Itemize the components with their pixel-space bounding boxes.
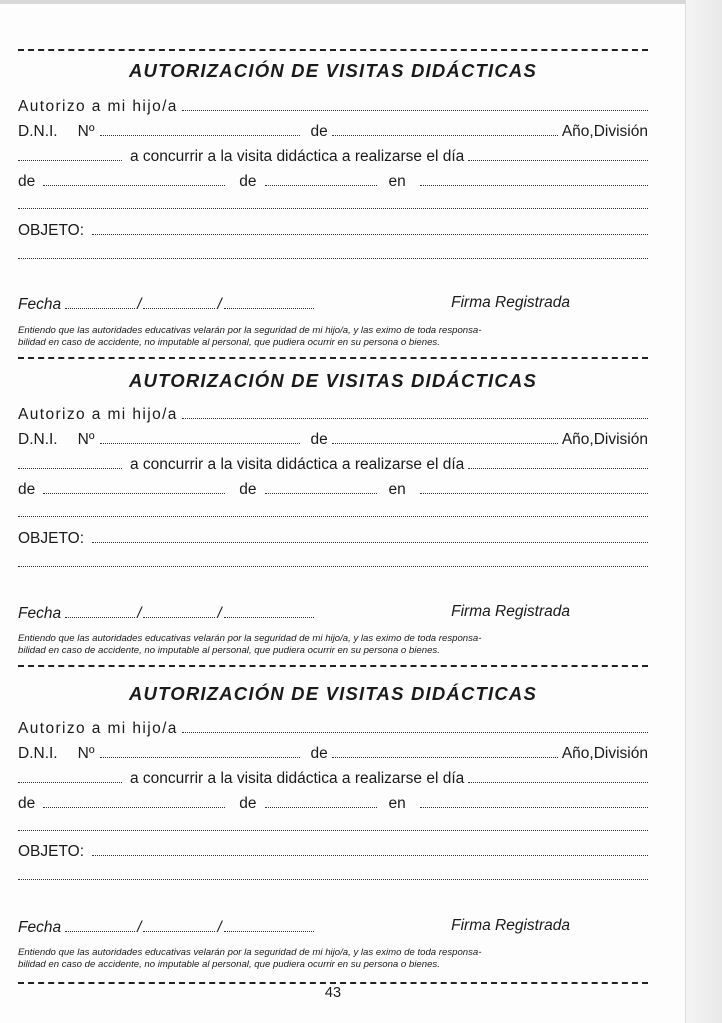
visit-day-field[interactable] [468,146,648,161]
date-slash: / [137,296,142,313]
de-label-3: de [239,481,257,498]
fecha-month-field[interactable] [143,294,215,309]
row-signature [18,294,648,316]
fecha-label: Fecha [18,919,62,936]
row-concurrir [18,768,648,790]
row-objeto [18,220,648,242]
row-objeto [18,841,648,863]
division-field[interactable] [18,146,122,161]
objeto-label: OBJETO: [18,222,85,239]
liability-note [18,325,650,348]
objeto-field[interactable] [92,528,648,543]
dni-number-field[interactable] [100,743,300,758]
objeto-field-2[interactable] [18,244,648,259]
row-dni [18,429,648,451]
objeto-field[interactable] [92,841,648,856]
row-dni [18,121,648,143]
dni-label: D.N.I. [18,745,58,762]
dni-number-field[interactable] [100,429,300,444]
cut-line [18,982,648,984]
dni-label: D.N.I. [18,431,58,448]
fecha-year-field[interactable] [224,294,314,309]
row-concurrir [18,146,648,168]
visit-place-field[interactable] [420,171,648,186]
authorize-label: Autorizo a mi hijo/a [18,98,178,115]
date-slash: / [137,919,142,936]
objeto-field-2[interactable] [18,552,648,567]
visit-month-field[interactable] [43,171,225,186]
division-label: Año,División [561,123,648,140]
child-name-field[interactable] [182,718,648,733]
cut-line [18,357,648,359]
date-slash: / [217,919,222,936]
dni-issuer-field[interactable] [332,121,558,136]
fecha-label: Fecha [18,296,62,313]
de-label-3: de [239,795,257,812]
row-objeto-2 [18,552,648,574]
visit-year-field[interactable] [265,793,377,808]
fecha-month-field[interactable] [143,603,215,618]
note-line: Entiendo que las autoridades educativas velarán por la seguridad de mi hijo/a, y las eximo de toda responsa- [18,633,482,644]
row-concurrir [18,454,648,476]
authorization-form [18,60,648,360]
objeto-label: OBJETO: [18,530,85,547]
visit-year-field[interactable] [265,479,377,494]
note-line: Entiendo que las autoridades educativas velarán por la seguridad de mi hijo/a, y las eximo de toda responsa- [18,947,482,958]
objeto-field-2[interactable] [18,865,648,880]
row-blank [18,194,648,216]
fecha-label: Fecha [18,605,62,622]
fecha-day-field[interactable] [65,917,135,932]
row-date-place [18,171,648,193]
division-field[interactable] [18,768,122,783]
de-label: de [310,431,328,448]
row-objeto-2 [18,244,648,266]
row-blank [18,816,648,838]
extra-line-field[interactable] [18,816,648,831]
visit-year-field[interactable] [265,171,377,186]
page-number: 43 [324,985,342,1001]
dni-issuer-field[interactable] [332,743,558,758]
en-label: en [388,795,406,812]
objeto-label: OBJETO: [18,843,85,860]
scan-top-edge [0,0,722,4]
note-line: bilidad en caso de accidente, no imputable al personal, que pudiera ocurrir en su persona o bienes. [18,958,440,970]
row-objeto-2 [18,865,648,887]
firma-label: Firma Registrada [451,294,570,311]
row-objeto [18,528,648,550]
visit-day-field[interactable] [468,768,648,783]
liability-note [18,633,650,656]
visit-month-field[interactable] [43,793,225,808]
extra-line-field[interactable] [18,194,648,209]
concurrir-text: a concurrir a la visita didáctica a realizarse el día [130,456,465,473]
visit-month-field[interactable] [43,479,225,494]
note-line: Entiendo que las autoridades educativas velarán por la seguridad de mi hijo/a, y las eximo de toda responsa- [18,325,482,336]
en-label: en [388,481,406,498]
row-dni [18,743,648,765]
child-name-field[interactable] [182,404,648,419]
authorize-label: Autorizo a mi hijo/a [18,406,178,423]
extra-line-field[interactable] [18,502,648,517]
dni-label: D.N.I. [18,123,58,140]
row-date-place [18,793,648,815]
de-label-3: de [239,173,257,190]
note-line: bilidad en caso de accidente, no imputable al personal, que pudiera ocurrir en su persona o bienes. [18,644,440,656]
de-label-2: de [18,795,36,812]
liability-note [18,947,650,970]
visit-place-field[interactable] [420,793,648,808]
concurrir-text: a concurrir a la visita didáctica a realizarse el día [130,148,465,165]
authorization-form [18,370,648,670]
scan-page-edge [685,0,722,1023]
firma-label: Firma Registrada [451,917,570,934]
row-authorize [18,404,648,426]
de-label-2: de [18,173,36,190]
fecha-year-field[interactable] [224,603,314,618]
cut-line [18,665,648,667]
form-title: AUTORIZACIÓN DE VISITAS DIDÁCTICAS [128,60,538,81]
row-signature [18,603,648,625]
firma-label: Firma Registrada [451,603,570,620]
de-label-2: de [18,481,36,498]
objeto-field[interactable] [92,220,648,235]
note-line: bilidad en caso de accidente, no imputable al personal, que pudiera ocurrir en su persona o bienes. [18,336,440,348]
division-label: Año,División [561,745,648,762]
row-authorize [18,96,648,118]
form-title: AUTORIZACIÓN DE VISITAS DIDÁCTICAS [128,370,538,391]
fecha-month-field[interactable] [143,917,215,932]
number-label: Nº [77,431,95,448]
de-label: de [310,123,328,140]
concurrir-text: a concurrir a la visita didáctica a realizarse el día [130,770,465,787]
form-title: AUTORIZACIÓN DE VISITAS DIDÁCTICAS [128,683,538,704]
fecha-day-field[interactable] [65,603,135,618]
division-field[interactable] [18,454,122,469]
authorization-form [18,683,648,983]
number-label: Nº [77,123,95,140]
row-blank [18,502,648,524]
division-label: Año,División [561,431,648,448]
dni-issuer-field[interactable] [332,429,558,444]
date-slash: / [217,605,222,622]
fecha-year-field[interactable] [224,917,314,932]
dni-number-field[interactable] [100,121,300,136]
row-signature [18,917,648,939]
date-slash: / [217,296,222,313]
row-authorize [18,718,648,740]
de-label: de [310,745,328,762]
en-label: en [388,173,406,190]
row-date-place [18,479,648,501]
number-label: Nº [77,745,95,762]
visit-place-field[interactable] [420,479,648,494]
cut-line [18,49,648,51]
visit-day-field[interactable] [468,454,648,469]
authorize-label: Autorizo a mi hijo/a [18,720,178,737]
date-slash: / [137,605,142,622]
child-name-field[interactable] [182,96,648,111]
fecha-day-field[interactable] [65,294,135,309]
